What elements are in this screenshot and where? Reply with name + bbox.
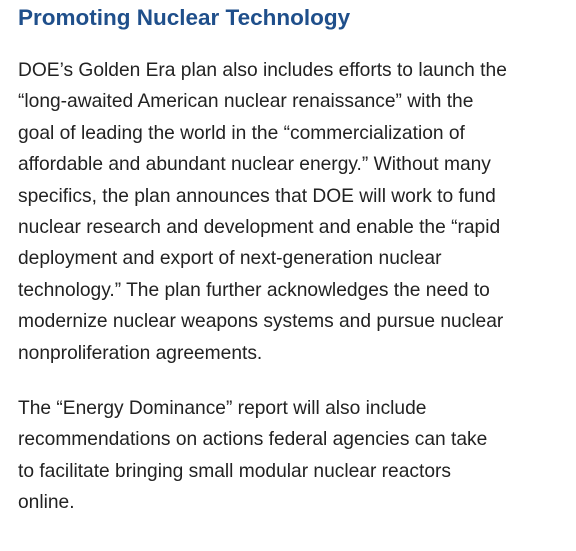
paragraph-line: modernize nuclear weapons systems and pursue nuclear — [18, 311, 504, 333]
paragraph-line: DOE’s Golden Era plan also includes efforts to launch the — [18, 60, 507, 81]
paragraph-line: nuclear research and development and enable the “rapid — [18, 217, 501, 239]
paragraph-line: “long-awaited American nuclear renaissance” with the — [18, 91, 474, 113]
paragraph-line: specifics, the plan announces that DOE will work to fund — [18, 185, 496, 207]
paragraph-line: goal of leading the world in the “commercialization of — [18, 122, 465, 144]
paragraph-line: affordable and abundant nuclear energy.” Without many — [18, 154, 491, 176]
article — [18, 0, 566, 519]
paragraph-line: The “Energy Dominance” report will also include — [18, 398, 427, 420]
section-heading: Promoting Nuclear Technology — [18, 5, 351, 30]
paragraph-line: technology.” The plan further acknowledges the need to — [18, 279, 490, 301]
paragraph-line: recommendations on actions federal agencies can take — [18, 429, 488, 451]
paragraph-line: deployment and export of next-generation nuclear — [18, 248, 442, 270]
paragraph-line: to facilitate bringing small modular nuclear reactors — [18, 460, 451, 482]
paragraph-golden-era-plan — [18, 55, 566, 369]
paragraph-line: nonproliferation agreements. — [18, 342, 263, 364]
paragraph-energy-dominance-report — [18, 393, 566, 519]
paragraph-line: online. — [18, 492, 75, 514]
